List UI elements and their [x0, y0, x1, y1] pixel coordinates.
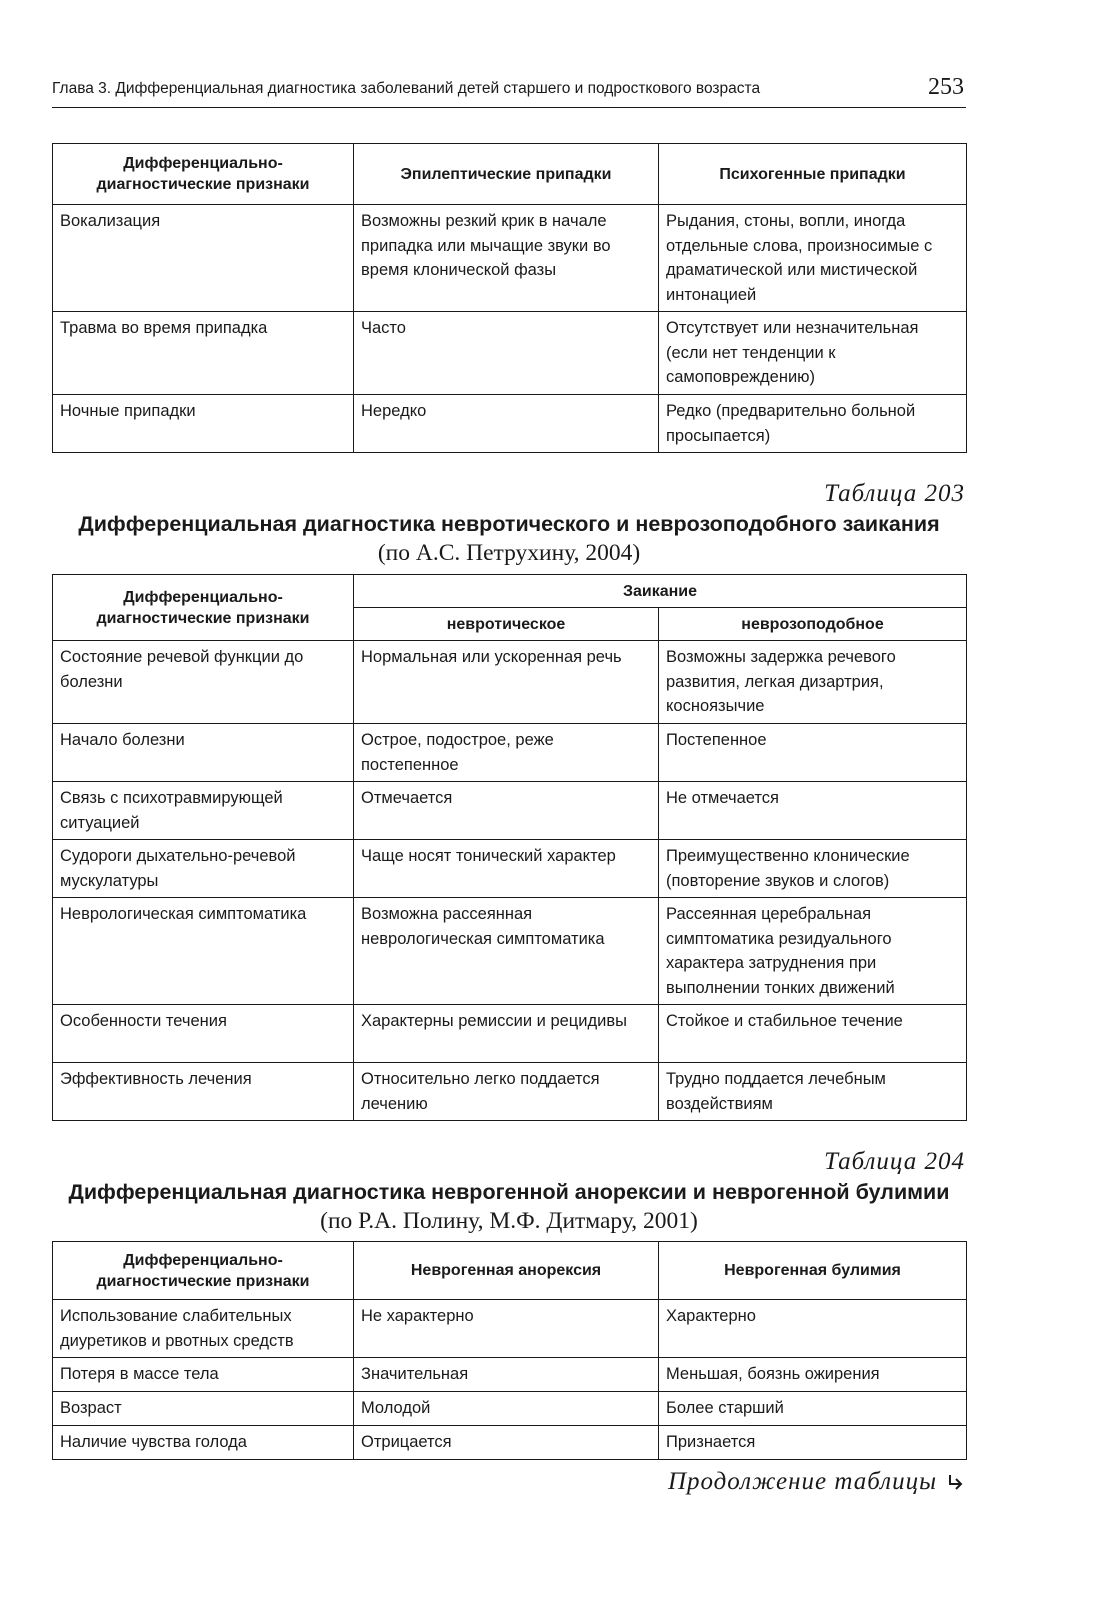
table-row: [53, 1063, 967, 1121]
table-cell: Редко (предварительно больной просыпается): [659, 395, 967, 453]
table-cell: Возможны задержка речевого развития, легкая дизартрия, косноязычие: [659, 641, 967, 724]
table-cell: Возможны резкий крик в начале припадка или мычащие звуки во время клонической фазы: [354, 205, 659, 312]
table-row: [53, 724, 967, 782]
table-cell: Меньшая, боязнь ожирения: [659, 1358, 967, 1392]
table-cell: Вокализация: [53, 205, 354, 312]
table-cell: Часто: [354, 312, 659, 395]
table-cell: Постепенное: [659, 724, 967, 782]
table-cell: Нередко: [354, 395, 659, 453]
continuation-label: Продолжение таблицы: [667, 1468, 937, 1495]
table-cell: Рыдания, стоны, вопли, иногда отдельные слова, произносимые с драматической или мистической интонацией: [659, 205, 967, 312]
table-row: [53, 1005, 967, 1063]
seizure-comparison-table: [52, 143, 967, 453]
table-row: [53, 782, 967, 840]
column-header: Психогенные припадки: [659, 144, 967, 205]
table-cell: Относительно легко поддается лечению: [354, 1063, 659, 1121]
eating-disorder-comparison-table: [52, 1241, 967, 1460]
table-cell: Травма во время припадка: [53, 312, 354, 395]
table-cell: Характерны ремиссии и рецидивы: [354, 1005, 659, 1063]
table-row: [53, 641, 967, 724]
page-number: 253: [928, 74, 964, 100]
table-cell: Значительная: [354, 1358, 659, 1392]
table-cell: Стойкое и стабильное течение: [659, 1005, 967, 1063]
column-header: Дифференциально-диагностические признаки: [53, 1242, 354, 1300]
table-204-title: Дифференциальная диагностика неврогенной анорексии и неврогенной булимии: [68, 1180, 950, 1204]
column-header: Неврогенная анорексия: [354, 1242, 659, 1300]
column-header: Дифференциально-диагностические признаки: [53, 144, 354, 205]
table-row: [53, 898, 967, 1005]
table-cell: Судороги дыхательно-речевой мускулатуры: [53, 840, 354, 898]
table-cell: Отсутствует или незначительная (если нет тенденции к самоповреждению): [659, 312, 967, 395]
table-row: [53, 395, 967, 453]
table-cell: Возможна рассеянная неврологическая симптоматика: [354, 898, 659, 1005]
sub-column-header: неврозоподобное: [659, 608, 967, 641]
table-cell: Рассеянная церебральная симптоматика резидуального характера затруднения при выполнении тонких движений: [659, 898, 967, 1005]
table-cell: Более старший: [659, 1392, 967, 1426]
table-203-source: (по А.С. Петрухину, 2004): [377, 540, 641, 566]
table-row: [53, 312, 967, 395]
table-cell: Трудно поддается лечебным воздействиям: [659, 1063, 967, 1121]
table-204-source: (по Р.А. Полину, М.Ф. Дитмару, 2001): [320, 1208, 698, 1234]
running-head: Глава 3. Дифференциальная диагностика заболеваний детей старшего и подросткового возраста: [52, 80, 761, 97]
table-row: [53, 1392, 967, 1426]
table-cell: Эффективность лечения: [53, 1063, 354, 1121]
table-cell: Потеря в массе тела: [53, 1358, 354, 1392]
table-cell: Характерно: [659, 1300, 967, 1358]
stuttering-comparison-table: [52, 574, 967, 1121]
table-row: [53, 1300, 967, 1358]
page-header: [52, 74, 966, 108]
table-cell: Молодой: [354, 1392, 659, 1426]
table-203-label: Таблица 203: [824, 480, 965, 507]
table-row: [53, 1426, 967, 1460]
table-row: [53, 840, 967, 898]
turn-arrow-icon: [945, 1472, 965, 1492]
table-row: [53, 1358, 967, 1392]
table-row: [53, 205, 967, 312]
column-header: Дифференциально-диагностические признаки: [53, 575, 354, 641]
column-header: Неврогенная булимия: [659, 1242, 967, 1300]
table-continuation-note: [668, 1468, 965, 1496]
table-204-label: Таблица 204: [824, 1148, 965, 1175]
table-cell: Отрицается: [354, 1426, 659, 1460]
table-cell: Связь с психотравмирующей ситуацией: [53, 782, 354, 840]
table-cell: Признается: [659, 1426, 967, 1460]
table-cell: Состояние речевой функции до болезни: [53, 641, 354, 724]
table-cell: Особенности течения: [53, 1005, 354, 1063]
group-header: Заикание: [354, 575, 967, 608]
table-cell: Наличие чувства голода: [53, 1426, 354, 1460]
table-cell: Начало болезни: [53, 724, 354, 782]
column-header: Эпилептические припадки: [354, 144, 659, 205]
sub-column-header: невротическое: [354, 608, 659, 641]
table-cell: Отмечается: [354, 782, 659, 840]
table-203-title: Дифференциальная диагностика невротического и неврозоподобного заикания: [78, 512, 940, 536]
table-cell: Использование слабительных диуретиков и рвотных средств: [53, 1300, 354, 1358]
table-cell: Нормальная или ускоренная речь: [354, 641, 659, 724]
table-cell: Неврологическая симптоматика: [53, 898, 354, 1005]
table-cell: Возраст: [53, 1392, 354, 1426]
table-cell: Ночные припадки: [53, 395, 354, 453]
table-cell: Не характерно: [354, 1300, 659, 1358]
table-cell: Не отмечается: [659, 782, 967, 840]
table-cell: Преимущественно клонические (повторение звуков и слогов): [659, 840, 967, 898]
table-cell: Чаще носят тонический характер: [354, 840, 659, 898]
table-cell: Острое, подострое, реже постепенное: [354, 724, 659, 782]
